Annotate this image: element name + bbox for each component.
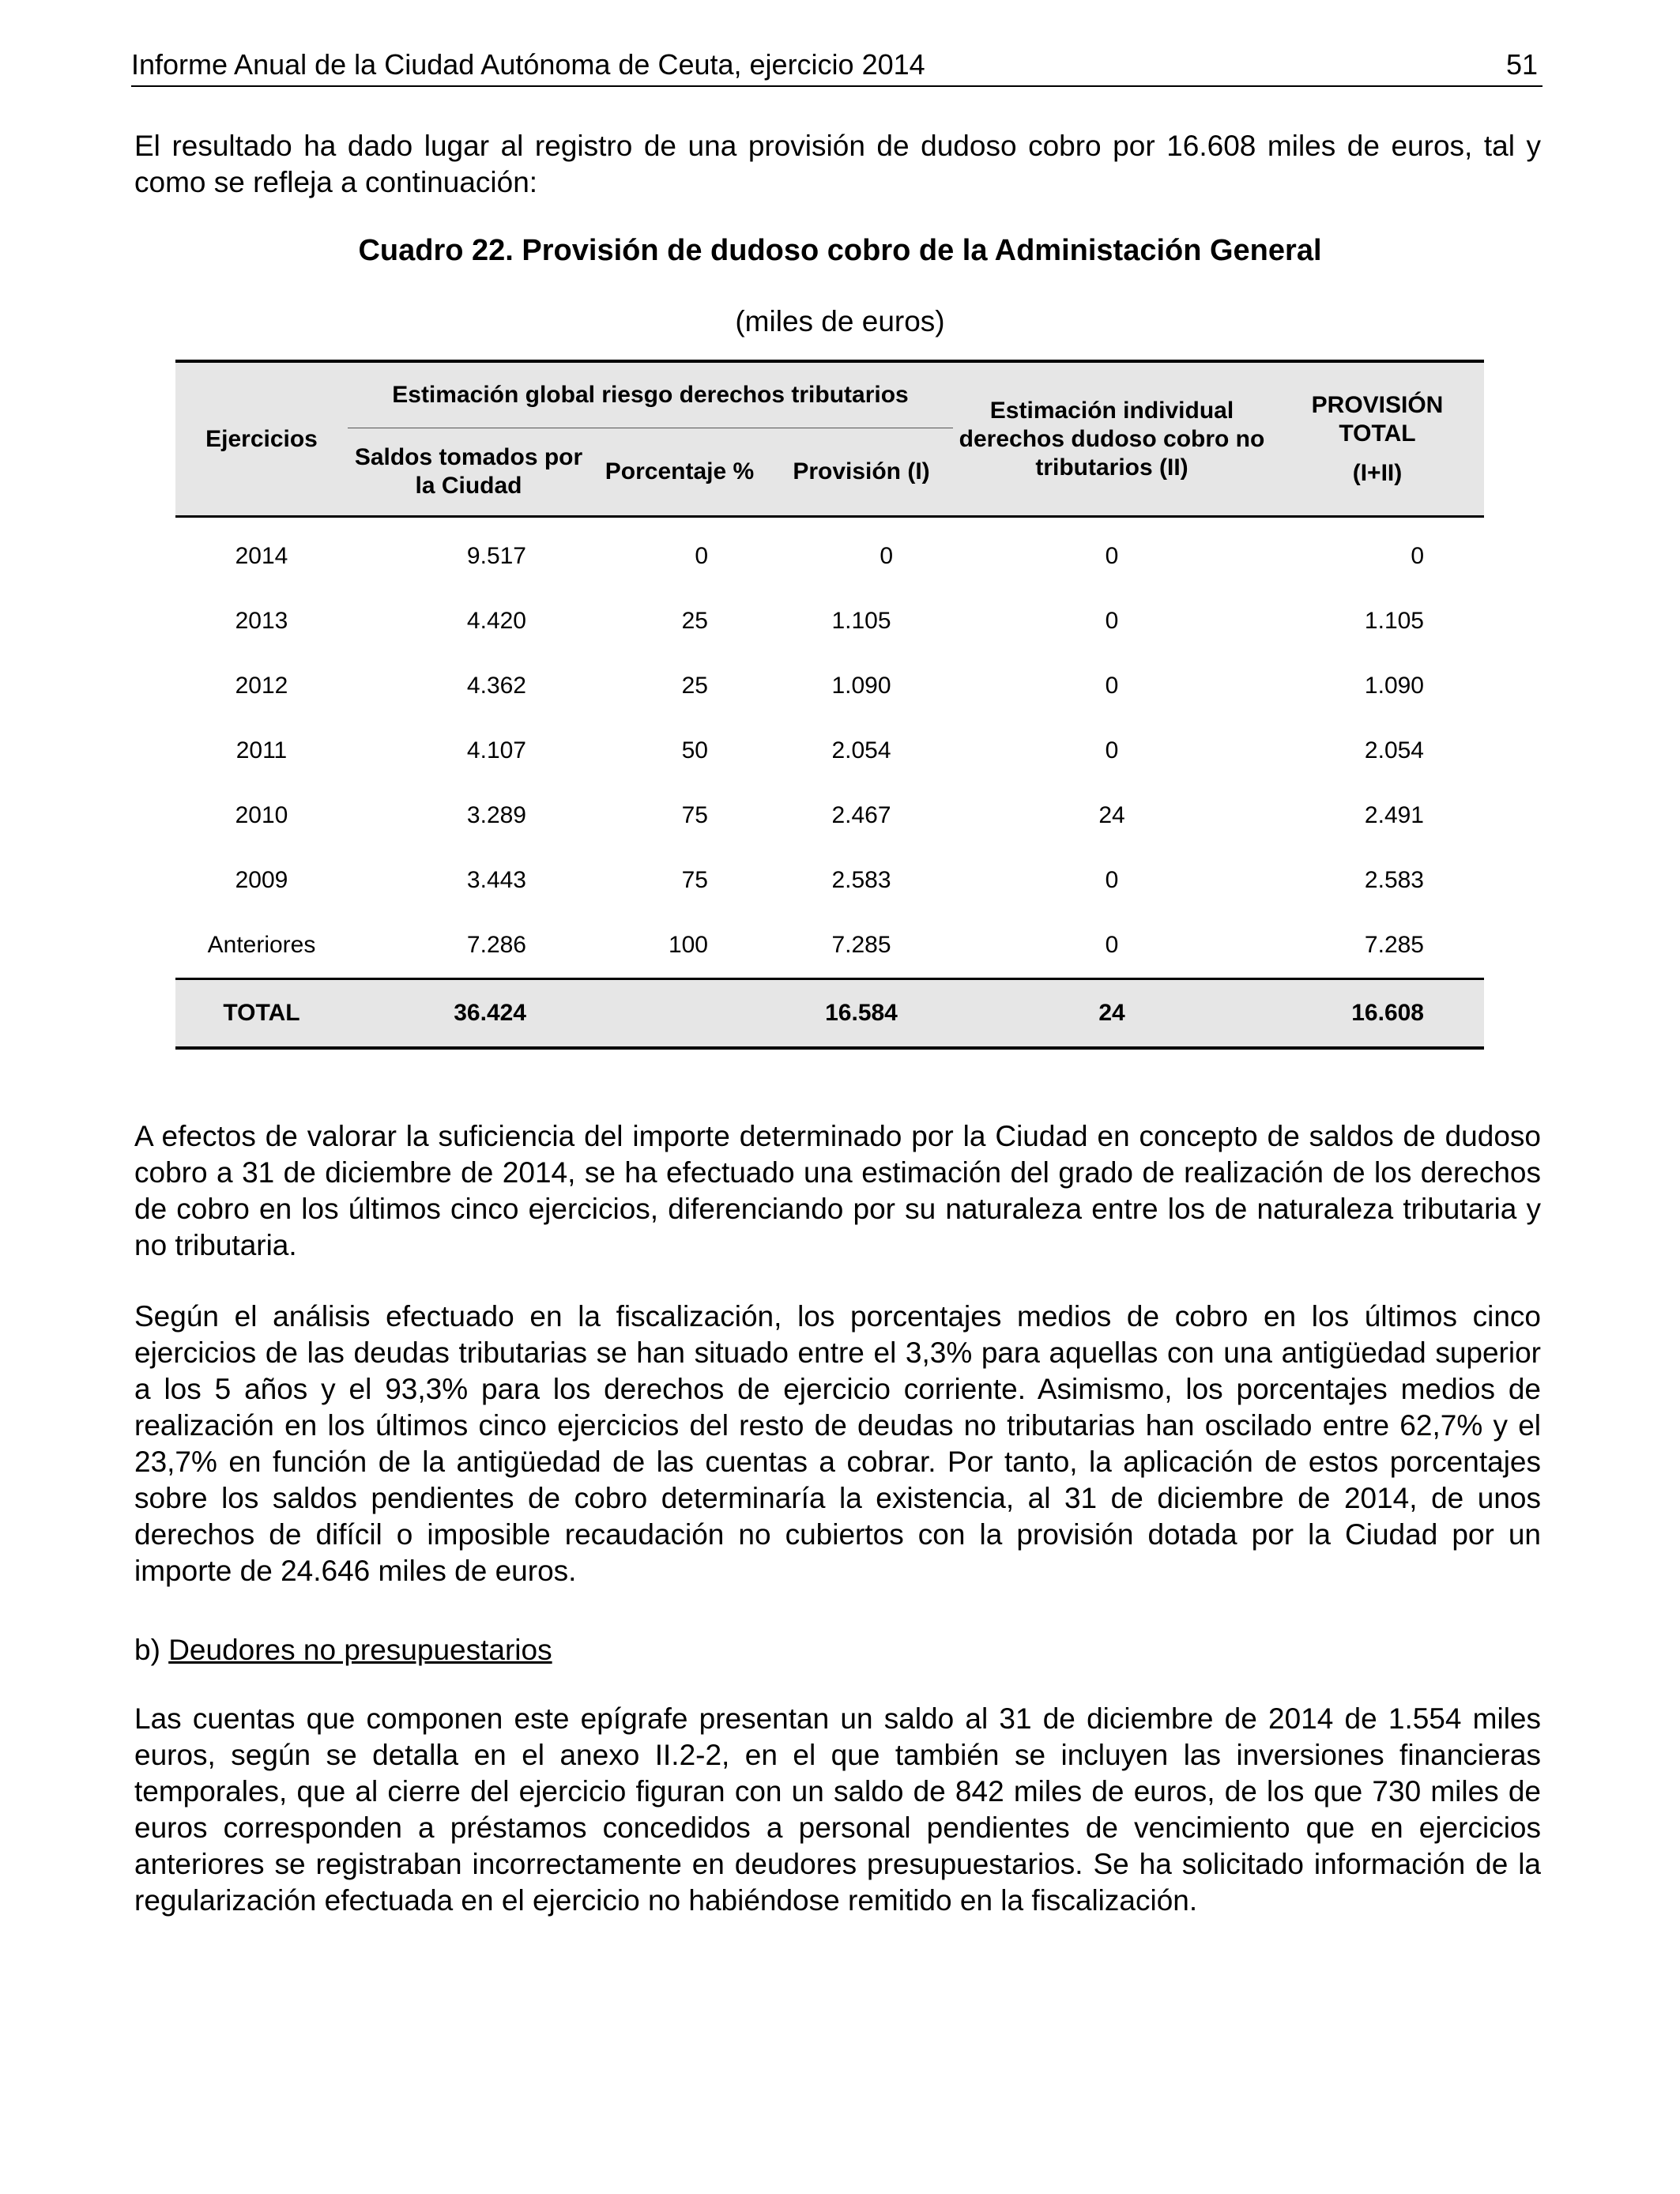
paragraph-suficiencia: A efectos de valorar la suficiencia del importe determinado por la Ciudad en concepto de saldos de dudoso cobro a 31 de diciembre de 2014, se ha efectuado una estimación del grado de realización de los derechos de cobro en los últimos cinco ejercicios, diferenciando por su naturaleza entre los de naturaleza tributaria y no tributaria.: [134, 1120, 1541, 1261]
header-saldos: Saldos tomados por la Ciudad: [348, 428, 590, 517]
cell-total: 0: [1411, 543, 1424, 569]
cell-ejercicio: 2014: [235, 543, 288, 569]
cell-porcentaje: 100: [668, 932, 708, 958]
cell-provision: 1.090: [831, 673, 891, 699]
cell-individual: 0: [1105, 608, 1119, 634]
cell-total: 2.491: [1364, 802, 1424, 828]
total-saldos: 36.424: [348, 979, 590, 1049]
cell-individual: 0: [1105, 867, 1119, 893]
cell-ejercicio: 2013: [235, 608, 288, 634]
header-provision-total: [1271, 361, 1484, 517]
cell-individual: 0: [1105, 543, 1119, 569]
cell-total: 1.105: [1364, 608, 1424, 634]
cell-porcentaje: 25: [681, 673, 708, 699]
section-heading: [134, 1632, 552, 1668]
table-row: [175, 654, 1484, 718]
table-row: [175, 848, 1484, 913]
total-provision: 16.584: [770, 979, 953, 1049]
table-row: [175, 913, 1484, 979]
table-row: [175, 718, 1484, 783]
cell-ejercicio: 2011: [235, 737, 288, 763]
cell-ejercicio: Anteriores: [207, 932, 316, 958]
cell-saldos: 4.107: [466, 737, 526, 763]
cell-provision: 7.285: [831, 932, 891, 958]
total-label: TOTAL: [175, 979, 348, 1049]
cell-provision: 2.583: [831, 867, 891, 893]
header-ejercicios: Ejercicios: [175, 361, 348, 517]
cell-saldos: 4.362: [466, 673, 526, 699]
cell-provision: 1.105: [831, 608, 891, 634]
total-individual: 24: [953, 979, 1271, 1049]
header-porcentaje: Porcentaje %: [590, 428, 770, 517]
total-row: [175, 979, 1484, 1049]
cell-porcentaje: 0: [695, 543, 708, 569]
cell-porcentaje: 50: [681, 737, 708, 763]
cell-individual: 24: [1098, 802, 1125, 828]
header-estimacion-global: Estimación global riesgo derechos tributarios: [348, 361, 953, 428]
header-title: Informe Anual de la Ciudad Autónoma de Ceuta, ejercicio 2014: [131, 48, 925, 81]
cell-saldos: 3.443: [466, 867, 526, 893]
cell-ejercicio: 2009: [235, 867, 288, 893]
section-title: Deudores no presupuestarios: [168, 1634, 552, 1666]
provision-table: [175, 360, 1484, 1050]
cell-saldos: 3.289: [466, 802, 526, 828]
header-provision-total-label: PROVISIÓN TOTAL: [1311, 391, 1444, 447]
cell-total: 7.285: [1364, 932, 1424, 958]
cell-ejercicio: 2012: [235, 673, 288, 699]
page-number: 51: [1505, 48, 1538, 81]
cell-total: 1.090: [1364, 673, 1424, 699]
page-header: [131, 46, 1543, 87]
section-prefix: b): [134, 1634, 160, 1666]
header-provision-i: Provisión (I): [770, 428, 953, 517]
cell-total: 2.583: [1364, 867, 1424, 893]
total-porcentaje: [590, 979, 770, 1049]
cell-porcentaje: 25: [681, 608, 708, 634]
header-estimacion-individual: Estimación individual derechos dudoso cobro no tributarios (II): [953, 361, 1271, 517]
header-provision-total-formula: (I+II): [1352, 459, 1403, 486]
total-provision-total: 16.608: [1271, 979, 1484, 1049]
cell-porcentaje: 75: [681, 802, 708, 828]
cell-ejercicio: 2010: [235, 802, 288, 828]
cell-individual: 0: [1105, 932, 1119, 958]
cell-saldos: 7.286: [466, 932, 526, 958]
cell-saldos: 4.420: [466, 608, 526, 634]
cell-individual: 0: [1105, 673, 1119, 699]
cell-provision: 2.054: [831, 737, 891, 763]
table-row: [175, 783, 1484, 848]
table-caption: Cuadro 22. Provisión de dudoso cobro de la Administación General: [358, 234, 1322, 267]
cell-total: 2.054: [1364, 737, 1424, 763]
cell-porcentaje: 75: [681, 867, 708, 893]
cell-provision: 0: [880, 543, 893, 569]
paragraph-analisis: Según el análisis efectuado en la fiscalización, los porcentajes medios de cobro en los últimos cinco ejercicios de las deudas tributarias se han situado entre el 3,3% para aquellas con una antigüedad superior a los 5 años y el 93,3% para los derechos de ejercicio corriente. Asimismo, los porcentajes medios de realización en los últimos cinco ejercicios del resto de deudas no tributarias han oscilado entre 62,7% y el 23,7% en función de la antigüedad de las cuentas a cobrar. Por tanto, la aplicación de estos porcentajes sobre los saldos pendientes de cobro determinaría la existencia, al 31 de diciembre de 2014, de unos derechos de difícil o imposible recaudación no cubiertos con la provisión dotada por la Ciudad por un importe de 24.646 miles de euros.: [134, 1300, 1541, 1587]
cell-provision: 2.467: [831, 802, 891, 828]
table-units: (miles de euros): [735, 305, 945, 337]
table-row: [175, 517, 1484, 590]
cell-saldos: 9.517: [466, 543, 526, 569]
paragraph-deudores: Las cuentas que componen este epígrafe presentan un saldo al 31 de diciembre de 2014 de 1.554 miles euros, según se detalla en el anexo II.2-2, en el que también se incluyen las inversiones financieras temporales, que al cierre del ejercicio figuran con un saldo de 842 miles de euros, de los que 730 miles de euros corresponden a préstamos concedidos a personal pendientes de vencimiento que en ejercicios anteriores se registraban incorrectamente en deudores presupuestarios. Se ha solicitado información de la regularización efectuada en el ejercicio no habiéndose remitido en la fiscalización.: [134, 1702, 1541, 1917]
cell-individual: 0: [1105, 737, 1119, 763]
intro-paragraph: El resultado ha dado lugar al registro de una provisión de dudoso cobro por 16.608 miles de euros, tal y como se refleja a continuación:: [134, 130, 1541, 198]
table-row: [175, 589, 1484, 654]
